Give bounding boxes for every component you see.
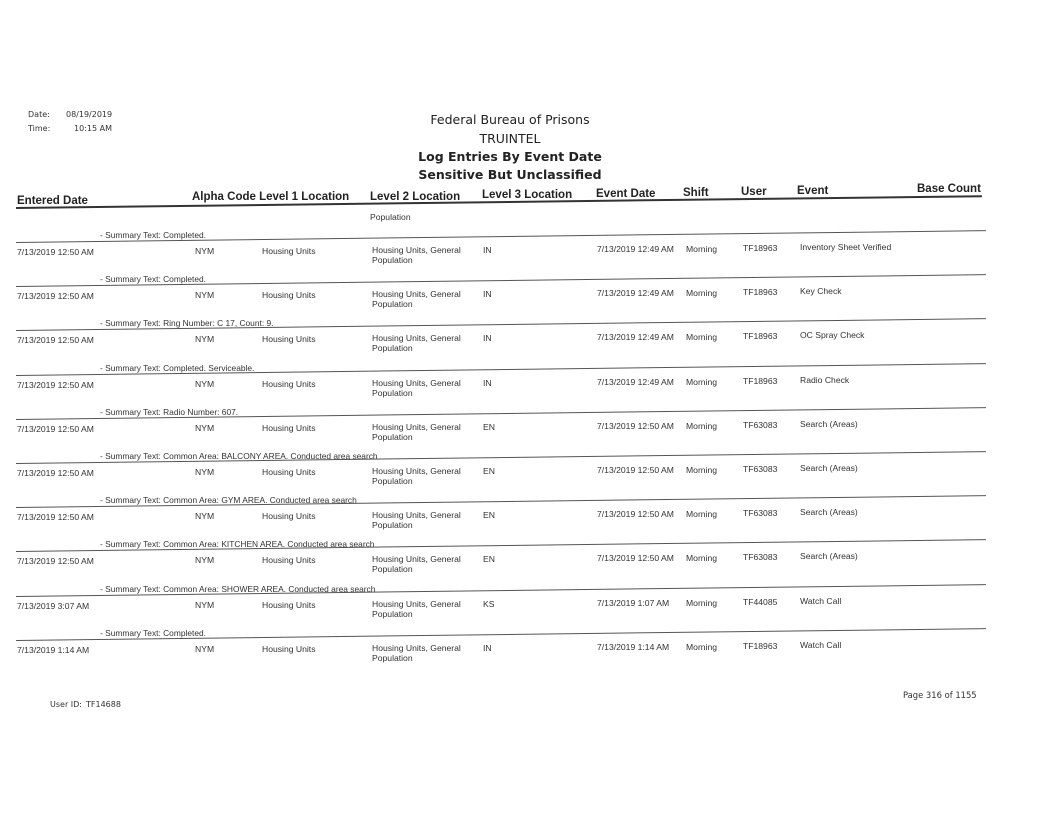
cell-user: TF44085	[743, 596, 778, 607]
cell-user: TF18963	[743, 640, 778, 651]
cell-alpha: NYM	[195, 378, 215, 389]
cell-shift: Morning	[686, 641, 718, 652]
cell-user: TF63083	[743, 464, 778, 474]
cell-level1: Housing Units	[262, 599, 316, 610]
cell-event: Search (Areas)	[800, 551, 858, 562]
cell-event: Inventory Sheet Verified	[800, 242, 892, 252]
summary-text: - Summary Text: Completed.	[100, 230, 206, 240]
cell-level2: Housing Units, General Population	[372, 598, 461, 619]
summary-text: - Summary Text: Radio Number: 607.	[100, 406, 239, 417]
cell-level2: Housing Units, General Population	[372, 554, 461, 575]
cell-entered: 7/13/2019 12:50 AM	[17, 335, 94, 346]
cell-shift: Morning	[686, 597, 718, 608]
cell-alpha: NYM	[195, 334, 215, 345]
cell-level3: IN	[483, 245, 492, 255]
cell-level2: Housing Units, General Population	[372, 245, 461, 265]
cell-event-date: 7/13/2019 12:49 AM	[597, 288, 674, 299]
cell-user: TF18963	[743, 331, 778, 342]
cell-shift: Morning	[686, 465, 718, 475]
col-event: Event	[797, 185, 829, 197]
cell-level2: Housing Units, General Population	[372, 642, 461, 663]
cell-shift: Morning	[686, 420, 718, 431]
cell-user: TF18963	[743, 287, 778, 298]
cell-level1: Housing Units	[262, 643, 316, 654]
cell-level2: Housing Units, General Population	[372, 421, 461, 442]
cell-user: TF63083	[743, 552, 778, 563]
cell-level1: Housing Units	[262, 290, 316, 301]
cell-entered: 7/13/2019 12:50 AM	[17, 291, 94, 302]
cell-level1: Housing Units	[262, 555, 316, 566]
cell-level1: Housing Units	[262, 467, 316, 477]
cell-level2: Housing Units, General Population	[372, 289, 461, 310]
summary-text: - Summary Text: Completed. Serviceable.	[100, 362, 255, 373]
user-id-value: TF14688	[86, 700, 121, 709]
cell-entered: 7/13/2019 12:50 AM	[17, 556, 94, 567]
col-level2: Level 2 Location	[370, 191, 461, 203]
cell-alpha: NYM	[195, 511, 215, 522]
date-value: 08/19/2019	[66, 110, 113, 119]
time-label: Time:	[28, 124, 51, 133]
cell-alpha: NYM	[195, 643, 215, 654]
user-id-label: User ID:	[50, 700, 82, 709]
cell-level1: Housing Units	[262, 246, 316, 256]
cell-entered: 7/13/2019 12:50 AM	[17, 423, 94, 434]
cell-shift: Morning	[686, 288, 718, 299]
cell-shift: Morning	[686, 244, 718, 254]
cell-user: TF18963	[743, 243, 778, 253]
cell-alpha: NYM	[195, 422, 215, 433]
cell-event: Search (Areas)	[800, 418, 858, 429]
cell-entered: 7/13/2019 12:50 AM	[17, 468, 94, 478]
title-report: Log Entries By Event Date	[418, 149, 602, 164]
cell-user: TF63083	[743, 508, 778, 519]
cell-event: Watch Call	[800, 595, 842, 606]
cell-event-date: 7/13/2019 12:50 AM	[597, 465, 674, 475]
col-shift: Shift	[683, 187, 709, 199]
summary-text: - Summary Text: Common Area: BALCONY AREA. Conducted area search	[100, 451, 378, 461]
cell-level3: IN	[483, 642, 492, 653]
cell-entered: 7/13/2019 1:14 AM	[17, 644, 90, 655]
cell-alpha: NYM	[195, 555, 215, 566]
summary-text: - Summary Text: Completed.	[100, 627, 206, 638]
summary-text: - Summary Text: Common Area: KITCHEN AREA. Conducted area search	[100, 539, 375, 550]
col-base-count: Base Count	[917, 183, 981, 195]
page-number: Page 316 of 1155	[903, 690, 977, 700]
title-classification: Sensitive But Unclassified	[418, 167, 602, 182]
cell-event: OC Spray Check	[800, 330, 865, 341]
col-event-date: Event Date	[596, 188, 656, 200]
cell-level2: Housing Units, General Population	[372, 377, 461, 398]
cell-shift: Morning	[686, 509, 718, 520]
summary-text: - Summary Text: Completed.	[100, 274, 206, 285]
cell-level3: IN	[483, 333, 492, 344]
title-agency: Federal Bureau of Prisons	[430, 112, 590, 127]
summary-text: - Summary Text: Common Area: SHOWER AREA. Conducted area search	[100, 583, 376, 594]
cell-alpha: NYM	[195, 599, 215, 610]
cell-user: TF63083	[743, 419, 778, 430]
cell-level2: Housing Units, General Population	[372, 466, 461, 486]
cell-entered: 7/13/2019 12:50 AM	[17, 512, 94, 523]
col-entered-date: Entered Date	[17, 195, 88, 207]
cell-user: TF18963	[743, 375, 778, 386]
col-level3: Level 3 Location	[482, 189, 573, 201]
cell-event: Key Check	[800, 286, 842, 297]
cell-entered: 7/13/2019 3:07 AM	[17, 600, 90, 611]
cell-level2: Housing Units, General Population	[372, 510, 461, 531]
cell-level3: EN	[483, 554, 495, 565]
cell-event: Search (Areas)	[800, 463, 858, 473]
col-alpha-level1: Alpha Code Level 1 Location	[192, 191, 350, 203]
cell-event-date: 7/13/2019 12:49 AM	[597, 244, 674, 254]
cell-shift: Morning	[686, 332, 718, 343]
cell-level1: Housing Units	[262, 422, 316, 433]
cell-level3: EN	[483, 466, 495, 476]
cell-level3: EN	[483, 421, 495, 432]
cell-event-date: 7/13/2019 12:50 AM	[597, 509, 674, 520]
cell-entered: 7/13/2019 12:50 AM	[17, 247, 94, 257]
cell-event-date: 7/13/2019 1:14 AM	[597, 641, 670, 652]
cell-event-date: 7/13/2019 12:49 AM	[597, 376, 674, 387]
time-value: 10:15 AM	[74, 124, 112, 133]
cell-level3: IN	[483, 289, 492, 300]
cell-event-date: 7/13/2019 1:07 AM	[597, 597, 670, 608]
cell-event: Search (Areas)	[800, 507, 858, 518]
col-user: User	[741, 186, 767, 198]
cell-event-date: 7/13/2019 12:49 AM	[597, 332, 674, 343]
cell-alpha: NYM	[195, 246, 215, 256]
cell-event: Watch Call	[800, 639, 842, 650]
title-system: TRUINTEL	[479, 131, 541, 146]
summary-text: - Summary Text: Common Area: GYM AREA. Conducted area search	[100, 495, 357, 506]
carryover-text: Population	[370, 212, 411, 222]
cell-level2: Housing Units, General Population	[372, 333, 461, 354]
cell-alpha: NYM	[195, 467, 215, 477]
cell-event: Radio Check	[800, 374, 850, 385]
cell-level1: Housing Units	[262, 511, 316, 522]
summary-text: - Summary Text: Ring Number: C 17, Count: 9.	[100, 318, 274, 329]
cell-entered: 7/13/2019 12:50 AM	[17, 379, 94, 390]
cell-alpha: NYM	[195, 290, 215, 301]
cell-level1: Housing Units	[262, 378, 316, 389]
cell-event-date: 7/13/2019 12:50 AM	[597, 420, 674, 431]
cell-shift: Morning	[686, 376, 718, 387]
cell-event-date: 7/13/2019 12:50 AM	[597, 553, 674, 564]
date-label: Date:	[28, 110, 50, 119]
cell-shift: Morning	[686, 553, 718, 564]
cell-level3: IN	[483, 377, 492, 388]
cell-level3: KS	[483, 598, 495, 609]
cell-level3: EN	[483, 510, 495, 521]
cell-level1: Housing Units	[262, 334, 316, 345]
